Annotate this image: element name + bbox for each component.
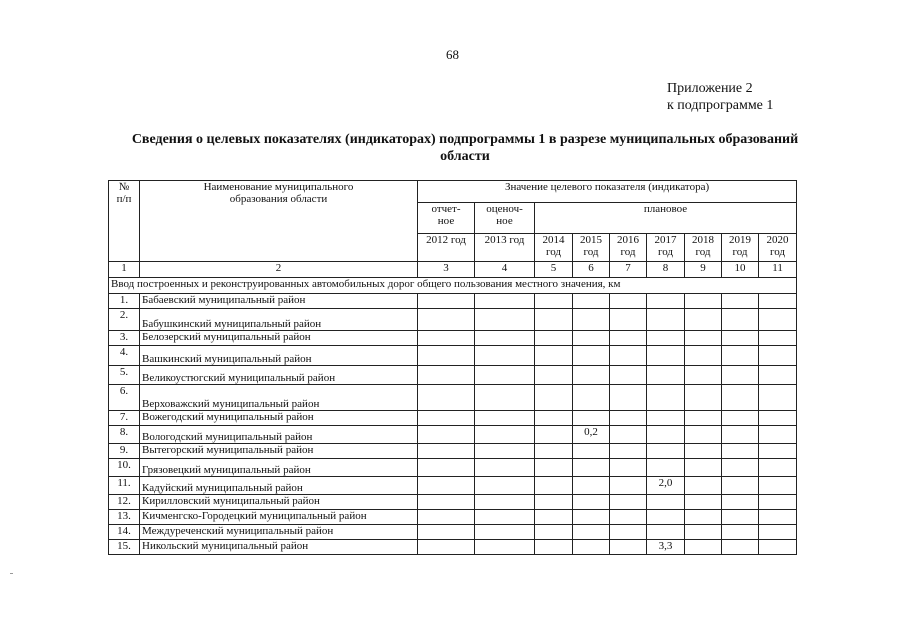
column-number-cell: 3: [418, 262, 475, 278]
municipality-name-cell: Вашкинский муниципальный район: [140, 346, 418, 366]
table-row: [109, 477, 797, 495]
municipality-name-cell: Междуреченский муниципальный район: [140, 525, 418, 540]
table-row: [109, 459, 797, 477]
indicator-value-cell: [535, 309, 573, 331]
row-number-cell: 7.: [109, 411, 140, 426]
indicator-value-cell: [610, 366, 647, 385]
row-number-cell: 5.: [109, 366, 140, 385]
indicator-value-cell: [475, 510, 535, 525]
header-year-number: 2018: [692, 234, 714, 246]
section-row: [109, 278, 797, 294]
indicator-value-cell: [685, 540, 722, 555]
indicator-value-cell: [610, 477, 647, 495]
municipality-name-cell: Кирилловский муниципальный район: [140, 495, 418, 510]
row-number-cell: 11.: [109, 477, 140, 495]
header-name-cell: [140, 181, 418, 262]
indicator-value-cell: [759, 411, 797, 426]
indicator-value-cell: [475, 309, 535, 331]
indicator-value-cell: [610, 309, 647, 331]
indicator-value-cell: [685, 525, 722, 540]
indicator-value-cell: [685, 495, 722, 510]
row-number-cell: 13.: [109, 510, 140, 525]
indicator-value-cell: [685, 294, 722, 309]
header-estimated-line-2: ное: [496, 215, 513, 227]
municipality-name-cell: Вожегодский муниципальный район: [140, 411, 418, 426]
table-row: [109, 294, 797, 309]
indicator-value-cell: [647, 346, 685, 366]
indicator-value-cell: 0,2: [573, 426, 610, 444]
municipality-name-cell: Белозерский муниципальный район: [140, 331, 418, 346]
indicator-value-cell: [610, 540, 647, 555]
indicator-value-cell: [610, 294, 647, 309]
indicator-value-cell: [685, 444, 722, 459]
indicator-value-cell: [610, 426, 647, 444]
header-number-cell: [109, 181, 140, 262]
indicator-value-cell: [685, 510, 722, 525]
indicator-value-cell: [475, 540, 535, 555]
header-estimated-cell: [475, 203, 535, 234]
indicator-value-cell: [475, 411, 535, 426]
document-title-line-2: области: [440, 149, 490, 164]
scan-artifact-mark: [10, 573, 13, 574]
indicator-value-cell: [573, 459, 610, 477]
indicator-value-cell: [573, 525, 610, 540]
indicator-value-cell: [418, 510, 475, 525]
table-row: [109, 495, 797, 510]
indicator-value-cell: [759, 426, 797, 444]
indicator-value-cell: [759, 331, 797, 346]
table-row: [109, 426, 797, 444]
row-number-cell: 15.: [109, 540, 140, 555]
indicator-value-cell: [418, 294, 475, 309]
indicator-value-cell: [610, 525, 647, 540]
header-year-planned: [722, 234, 759, 262]
indicator-value-cell: [610, 459, 647, 477]
indicator-value-cell: [418, 525, 475, 540]
indicator-value-cell: [535, 294, 573, 309]
header-year-planned: [610, 234, 647, 262]
indicator-value-cell: [475, 525, 535, 540]
municipality-name-cell: Кичменгско-Городецкий муниципальный район: [140, 510, 418, 525]
indicator-value-cell: [418, 331, 475, 346]
indicator-value-cell: [722, 459, 759, 477]
indicator-value-cell: [685, 459, 722, 477]
indicator-value-cell: [647, 366, 685, 385]
municipality-name-cell: Великоустюгский муниципальный район: [140, 366, 418, 385]
appendix-line-2: к подпрограмме 1: [667, 98, 774, 113]
section-title: Ввод построенных и реконструированных автомобильных дорог общего пользования местного значения, км: [109, 278, 797, 294]
indicator-value-cell: [535, 411, 573, 426]
indicator-value-cell: [685, 385, 722, 411]
header-number-line-1: №: [118, 181, 130, 193]
header-year-number: 2017: [654, 234, 677, 246]
municipality-name-cell: Бабаевский муниципальный район: [140, 294, 418, 309]
header-name-line-2: образования области: [229, 193, 328, 205]
indicator-value-cell: [722, 294, 759, 309]
indicator-value-cell: [722, 426, 759, 444]
header-year-number: 2014: [542, 234, 565, 246]
indicator-value-cell: [759, 459, 797, 477]
indicator-value-cell: [647, 385, 685, 411]
header-planned-cell: плановое: [535, 203, 797, 234]
table-row: [109, 444, 797, 459]
column-number-cell: 4: [475, 262, 535, 278]
indicator-value-cell: [647, 510, 685, 525]
header-year-suffix: год: [770, 246, 786, 258]
header-year-number: 2019: [729, 234, 751, 246]
indicator-value-cell: [475, 331, 535, 346]
row-number-cell: 12.: [109, 495, 140, 510]
indicator-value-cell: [610, 495, 647, 510]
table-row: [109, 366, 797, 385]
indicator-value-cell: [418, 346, 475, 366]
indicator-value-cell: [647, 444, 685, 459]
indicator-value-cell: [610, 444, 647, 459]
header-year-suffix: год: [657, 246, 674, 258]
indicator-value-cell: [759, 294, 797, 309]
municipality-name-cell: Верховажский муниципальный район: [140, 385, 418, 411]
indicator-value-cell: [573, 331, 610, 346]
indicator-value-cell: [647, 309, 685, 331]
indicator-value-cell: 3,3: [647, 540, 685, 555]
row-number-cell: 1.: [109, 294, 140, 309]
indicator-value-cell: [418, 477, 475, 495]
indicator-value-cell: [759, 385, 797, 411]
document-title-line-1: Сведения о целевых показателях (индикаторах) подпрограммы 1 в разрезе муниципальных образований: [131, 132, 799, 147]
header-year-planned: [759, 234, 797, 262]
municipality-name-cell: Бабушкинский муниципальный район: [140, 309, 418, 331]
column-number-cell: 6: [573, 262, 610, 278]
indicator-value-cell: [722, 444, 759, 459]
header-year-planned: [573, 234, 610, 262]
indicator-value-cell: [685, 426, 722, 444]
indicator-value-cell: [475, 346, 535, 366]
indicator-value-cell: [759, 477, 797, 495]
indicator-value-cell: [573, 540, 610, 555]
indicator-value-cell: [475, 495, 535, 510]
header-reported-cell: [418, 203, 475, 234]
indicator-value-cell: [722, 309, 759, 331]
indicator-value-cell: [722, 411, 759, 426]
indicator-value-cell: [759, 510, 797, 525]
indicator-value-cell: [647, 331, 685, 346]
row-number-cell: 8.: [109, 426, 140, 444]
indicator-value-cell: [535, 444, 573, 459]
indicator-value-cell: [418, 385, 475, 411]
indicator-value-cell: [759, 366, 797, 385]
indicator-value-cell: [418, 411, 475, 426]
indicator-value-cell: [685, 331, 722, 346]
header-year-suffix: год: [695, 246, 711, 258]
indicator-value-cell: [722, 346, 759, 366]
municipality-name-cell: Грязовецкий муниципальный район: [140, 459, 418, 477]
indicator-value-cell: [647, 426, 685, 444]
header-reported-line-2: ное: [437, 215, 455, 227]
column-number-cell: 9: [685, 262, 722, 278]
indicator-value-cell: [647, 525, 685, 540]
indicator-value-cell: [475, 477, 535, 495]
indicator-value-cell: [535, 510, 573, 525]
header-estimated-line-1: оценоч-: [486, 203, 523, 215]
header-year-estimated: 2013 год: [475, 234, 535, 262]
indicator-value-cell: [722, 477, 759, 495]
indicator-value-cell: [610, 346, 647, 366]
indicator-value-cell: [475, 366, 535, 385]
indicator-value-cell: [722, 525, 759, 540]
header-year-number: 2020: [766, 234, 789, 246]
header-year-suffix: год: [583, 246, 599, 258]
column-number-cell: 5: [535, 262, 573, 278]
municipality-name-cell: Вологодский муниципальный район: [140, 426, 418, 444]
column-number-row: [109, 262, 797, 278]
municipality-name-cell: Кадуйский муниципальный район: [140, 477, 418, 495]
row-number-cell: 3.: [109, 331, 140, 346]
column-number-cell: 8: [647, 262, 685, 278]
header-year-suffix: год: [732, 246, 748, 258]
indicator-value-cell: [573, 366, 610, 385]
header-year-planned: [685, 234, 722, 262]
header-number-line-2: п/п: [116, 193, 132, 205]
indicator-value-cell: [418, 459, 475, 477]
indicator-value-cell: [610, 331, 647, 346]
indicator-value-cell: [647, 411, 685, 426]
indicator-value-cell: [722, 366, 759, 385]
indicator-value-cell: [475, 426, 535, 444]
indicator-value-cell: [535, 495, 573, 510]
indicator-value-cell: [418, 444, 475, 459]
header-row-main: [109, 181, 797, 203]
indicator-value-cell: [475, 385, 535, 411]
indicator-value-cell: [535, 426, 573, 444]
indicator-value-cell: [535, 540, 573, 555]
table-row: [109, 540, 797, 555]
municipality-name-cell: Вытегорский муниципальный район: [140, 444, 418, 459]
indicator-value-cell: [418, 366, 475, 385]
table-row: [109, 411, 797, 426]
column-number-cell: 10: [722, 262, 759, 278]
indicator-value-cell: [722, 385, 759, 411]
header-year-number: 2015: [580, 234, 602, 246]
row-number-cell: 10.: [109, 459, 140, 477]
indicator-value-cell: [573, 309, 610, 331]
row-number-cell: 6.: [109, 385, 140, 411]
appendix-note: [667, 80, 773, 114]
indicator-value-cell: 2,0: [647, 477, 685, 495]
header-name-line-1: Наименование муниципального: [203, 181, 354, 193]
indicator-value-cell: [610, 411, 647, 426]
indicator-value-cell: [535, 385, 573, 411]
header-value-group: Значение целевого показателя (индикатора): [418, 181, 797, 203]
indicator-value-cell: [418, 495, 475, 510]
row-number-cell: 2.: [109, 309, 140, 331]
table-row: [109, 346, 797, 366]
indicator-value-cell: [535, 525, 573, 540]
indicator-value-cell: [573, 495, 610, 510]
indicator-value-cell: [759, 525, 797, 540]
indicator-value-cell: [535, 459, 573, 477]
appendix-line-1: Приложение 2: [667, 81, 753, 96]
indicator-value-cell: [475, 294, 535, 309]
header-year-planned: [535, 234, 573, 262]
document-title: [100, 131, 830, 165]
indicator-value-cell: [722, 331, 759, 346]
row-number-cell: 4.: [109, 346, 140, 366]
indicator-value-cell: [418, 540, 475, 555]
indicator-value-cell: [722, 540, 759, 555]
indicator-value-cell: [418, 309, 475, 331]
indicator-value-cell: [685, 477, 722, 495]
municipality-name-cell: Никольский муниципальный район: [140, 540, 418, 555]
table-row: [109, 525, 797, 540]
row-number-cell: 9.: [109, 444, 140, 459]
indicator-value-cell: [759, 540, 797, 555]
indicator-value-cell: [759, 444, 797, 459]
indicator-value-cell: [418, 426, 475, 444]
column-number-cell: 7: [610, 262, 647, 278]
indicator-value-cell: [573, 444, 610, 459]
table-row: [109, 309, 797, 331]
indicator-value-cell: [573, 385, 610, 411]
indicator-value-cell: [475, 444, 535, 459]
indicator-value-cell: [535, 477, 573, 495]
header-year-planned: [647, 234, 685, 262]
indicator-value-cell: [647, 495, 685, 510]
indicator-value-cell: [535, 346, 573, 366]
indicator-value-cell: [722, 510, 759, 525]
indicator-value-cell: [647, 294, 685, 309]
table-row: [109, 510, 797, 525]
header-year-number: 2016: [617, 234, 639, 246]
indicator-value-cell: [610, 385, 647, 411]
indicator-value-cell: [722, 495, 759, 510]
table-row: [109, 331, 797, 346]
page-number: 68: [446, 47, 459, 62]
indicator-value-cell: [573, 411, 610, 426]
header-year-suffix: год: [620, 246, 636, 258]
indicator-value-cell: [685, 366, 722, 385]
indicator-value-cell: [573, 294, 610, 309]
column-number-cell: 1: [109, 262, 140, 278]
indicator-value-cell: [573, 477, 610, 495]
indicator-value-cell: [535, 331, 573, 346]
indicator-value-cell: [573, 346, 610, 366]
header-year-reported: 2012 год: [418, 234, 475, 262]
indicator-value-cell: [685, 346, 722, 366]
column-number-cell: 11: [759, 262, 797, 278]
indicator-value-cell: [685, 309, 722, 331]
indicator-value-cell: [475, 459, 535, 477]
indicators-table: [108, 180, 797, 555]
indicator-value-cell: [759, 495, 797, 510]
indicator-value-cell: [759, 309, 797, 331]
indicator-value-cell: [610, 510, 647, 525]
indicator-value-cell: [759, 346, 797, 366]
indicator-value-cell: [685, 411, 722, 426]
indicator-value-cell: [573, 510, 610, 525]
header-reported-line-1: отчет-: [431, 203, 461, 215]
row-number-cell: 14.: [109, 525, 140, 540]
indicator-value-cell: [647, 459, 685, 477]
indicator-value-cell: [535, 366, 573, 385]
column-number-cell: 2: [140, 262, 418, 278]
table-row: [109, 385, 797, 411]
header-year-suffix: год: [545, 246, 562, 258]
